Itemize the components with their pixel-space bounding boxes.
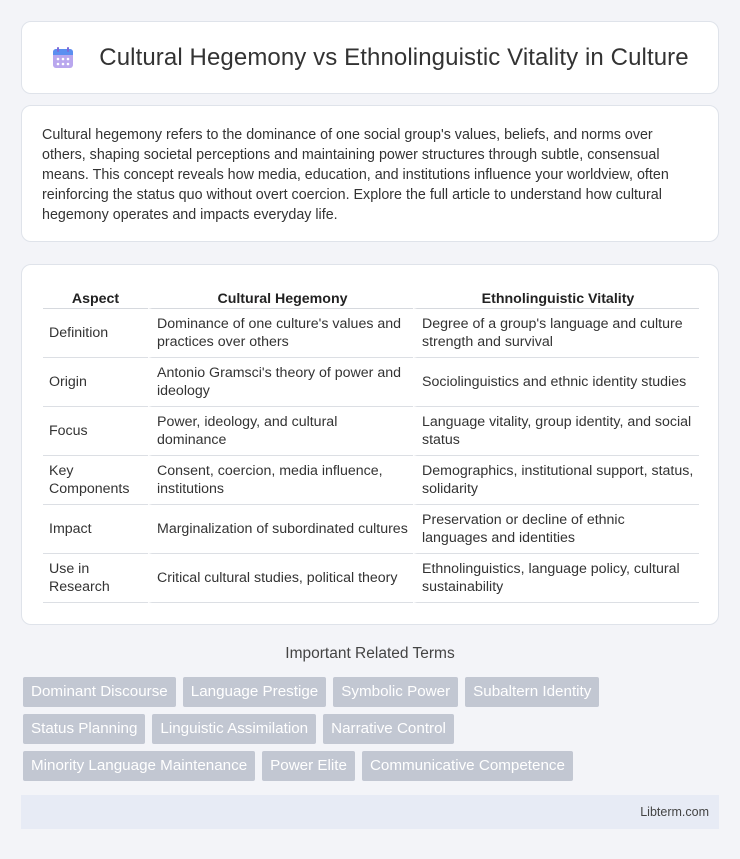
row-aspect: Key Components bbox=[43, 456, 148, 505]
title-card bbox=[21, 21, 719, 94]
tag-row bbox=[23, 714, 723, 744]
header-aspect: Aspect bbox=[43, 285, 148, 309]
row-cultural-hegemony: Antonio Gramsci's theory of power and ideology bbox=[148, 358, 413, 407]
tag-subaltern-identity[interactable]: Subaltern Identity bbox=[465, 677, 599, 707]
table-row bbox=[43, 505, 699, 554]
tag-language-prestige[interactable]: Language Prestige bbox=[183, 677, 327, 707]
table-row bbox=[43, 358, 699, 407]
calendar-icon bbox=[51, 46, 75, 70]
row-aspect: Use in Research bbox=[43, 554, 148, 603]
comparison-table-card bbox=[21, 264, 719, 625]
tag-row bbox=[23, 677, 723, 707]
intro-paragraph: Cultural hegemony refers to the dominance of one social group's values, beliefs, and norms over others, shaping societal perceptions and maintaining power structures through subtle, consensual means. This concept reveals how media, education, and institutions influence your worldview, often reinforcing the status quo without overt coercion. Explore the full article to understand how cultural hegemony operates and impacts everyday life. bbox=[42, 127, 669, 223]
row-ethnolinguistic-vitality: Preservation or decline of ethnic languages and identities bbox=[413, 505, 699, 554]
tag-row bbox=[23, 751, 723, 781]
header-ethnolinguistic-vitality: Ethnolinguistic Vitality bbox=[413, 285, 699, 309]
footer bbox=[21, 795, 719, 829]
tag-symbolic-power[interactable]: Symbolic Power bbox=[333, 677, 458, 707]
row-cultural-hegemony: Consent, coercion, media influence, institutions bbox=[148, 456, 413, 505]
tag-narrative-control[interactable]: Narrative Control bbox=[323, 714, 454, 744]
tag-status-planning[interactable]: Status Planning bbox=[23, 714, 145, 744]
row-aspect: Origin bbox=[43, 358, 148, 407]
tag-power-elite[interactable]: Power Elite bbox=[262, 751, 355, 781]
row-cultural-hegemony: Dominance of one culture's values and practices over others bbox=[148, 309, 413, 358]
row-cultural-hegemony: Power, ideology, and cultural dominance bbox=[148, 407, 413, 456]
tag-minority-language-maintenance[interactable]: Minority Language Maintenance bbox=[23, 751, 255, 781]
row-ethnolinguistic-vitality: Sociolinguistics and ethnic identity studies bbox=[413, 358, 699, 407]
tag-communicative-competence[interactable]: Communicative Competence bbox=[362, 751, 573, 781]
table-row bbox=[43, 309, 699, 358]
tag-dominant-discourse[interactable]: Dominant Discourse bbox=[23, 677, 176, 707]
comparison-table bbox=[43, 285, 699, 603]
related-terms-list bbox=[23, 677, 723, 788]
table-row bbox=[43, 554, 699, 603]
row-ethnolinguistic-vitality: Ethnolinguistics, language policy, cultural sustainability bbox=[413, 554, 699, 603]
table-row bbox=[43, 456, 699, 505]
row-ethnolinguistic-vitality: Degree of a group's language and culture strength and survival bbox=[413, 309, 699, 358]
row-aspect: Focus bbox=[43, 407, 148, 456]
page-title: Cultural Hegemony vs Ethnolinguistic Vitality in Culture bbox=[99, 43, 689, 71]
table-header-row bbox=[43, 285, 699, 309]
row-ethnolinguistic-vitality: Language vitality, group identity, and social status bbox=[413, 407, 699, 456]
row-ethnolinguistic-vitality: Demographics, institutional support, status, solidarity bbox=[413, 456, 699, 505]
related-terms-heading: Important Related Terms bbox=[285, 645, 455, 662]
row-aspect: Impact bbox=[43, 505, 148, 554]
row-cultural-hegemony: Marginalization of subordinated cultures bbox=[148, 505, 413, 554]
intro-card bbox=[21, 105, 719, 242]
table-row bbox=[43, 407, 699, 456]
tag-linguistic-assimilation[interactable]: Linguistic Assimilation bbox=[152, 714, 316, 744]
row-aspect: Definition bbox=[43, 309, 148, 358]
row-cultural-hegemony: Critical cultural studies, political theory bbox=[148, 554, 413, 603]
footer-site-link[interactable]: Libterm.com bbox=[640, 805, 709, 819]
header-cultural-hegemony: Cultural Hegemony bbox=[148, 285, 413, 309]
